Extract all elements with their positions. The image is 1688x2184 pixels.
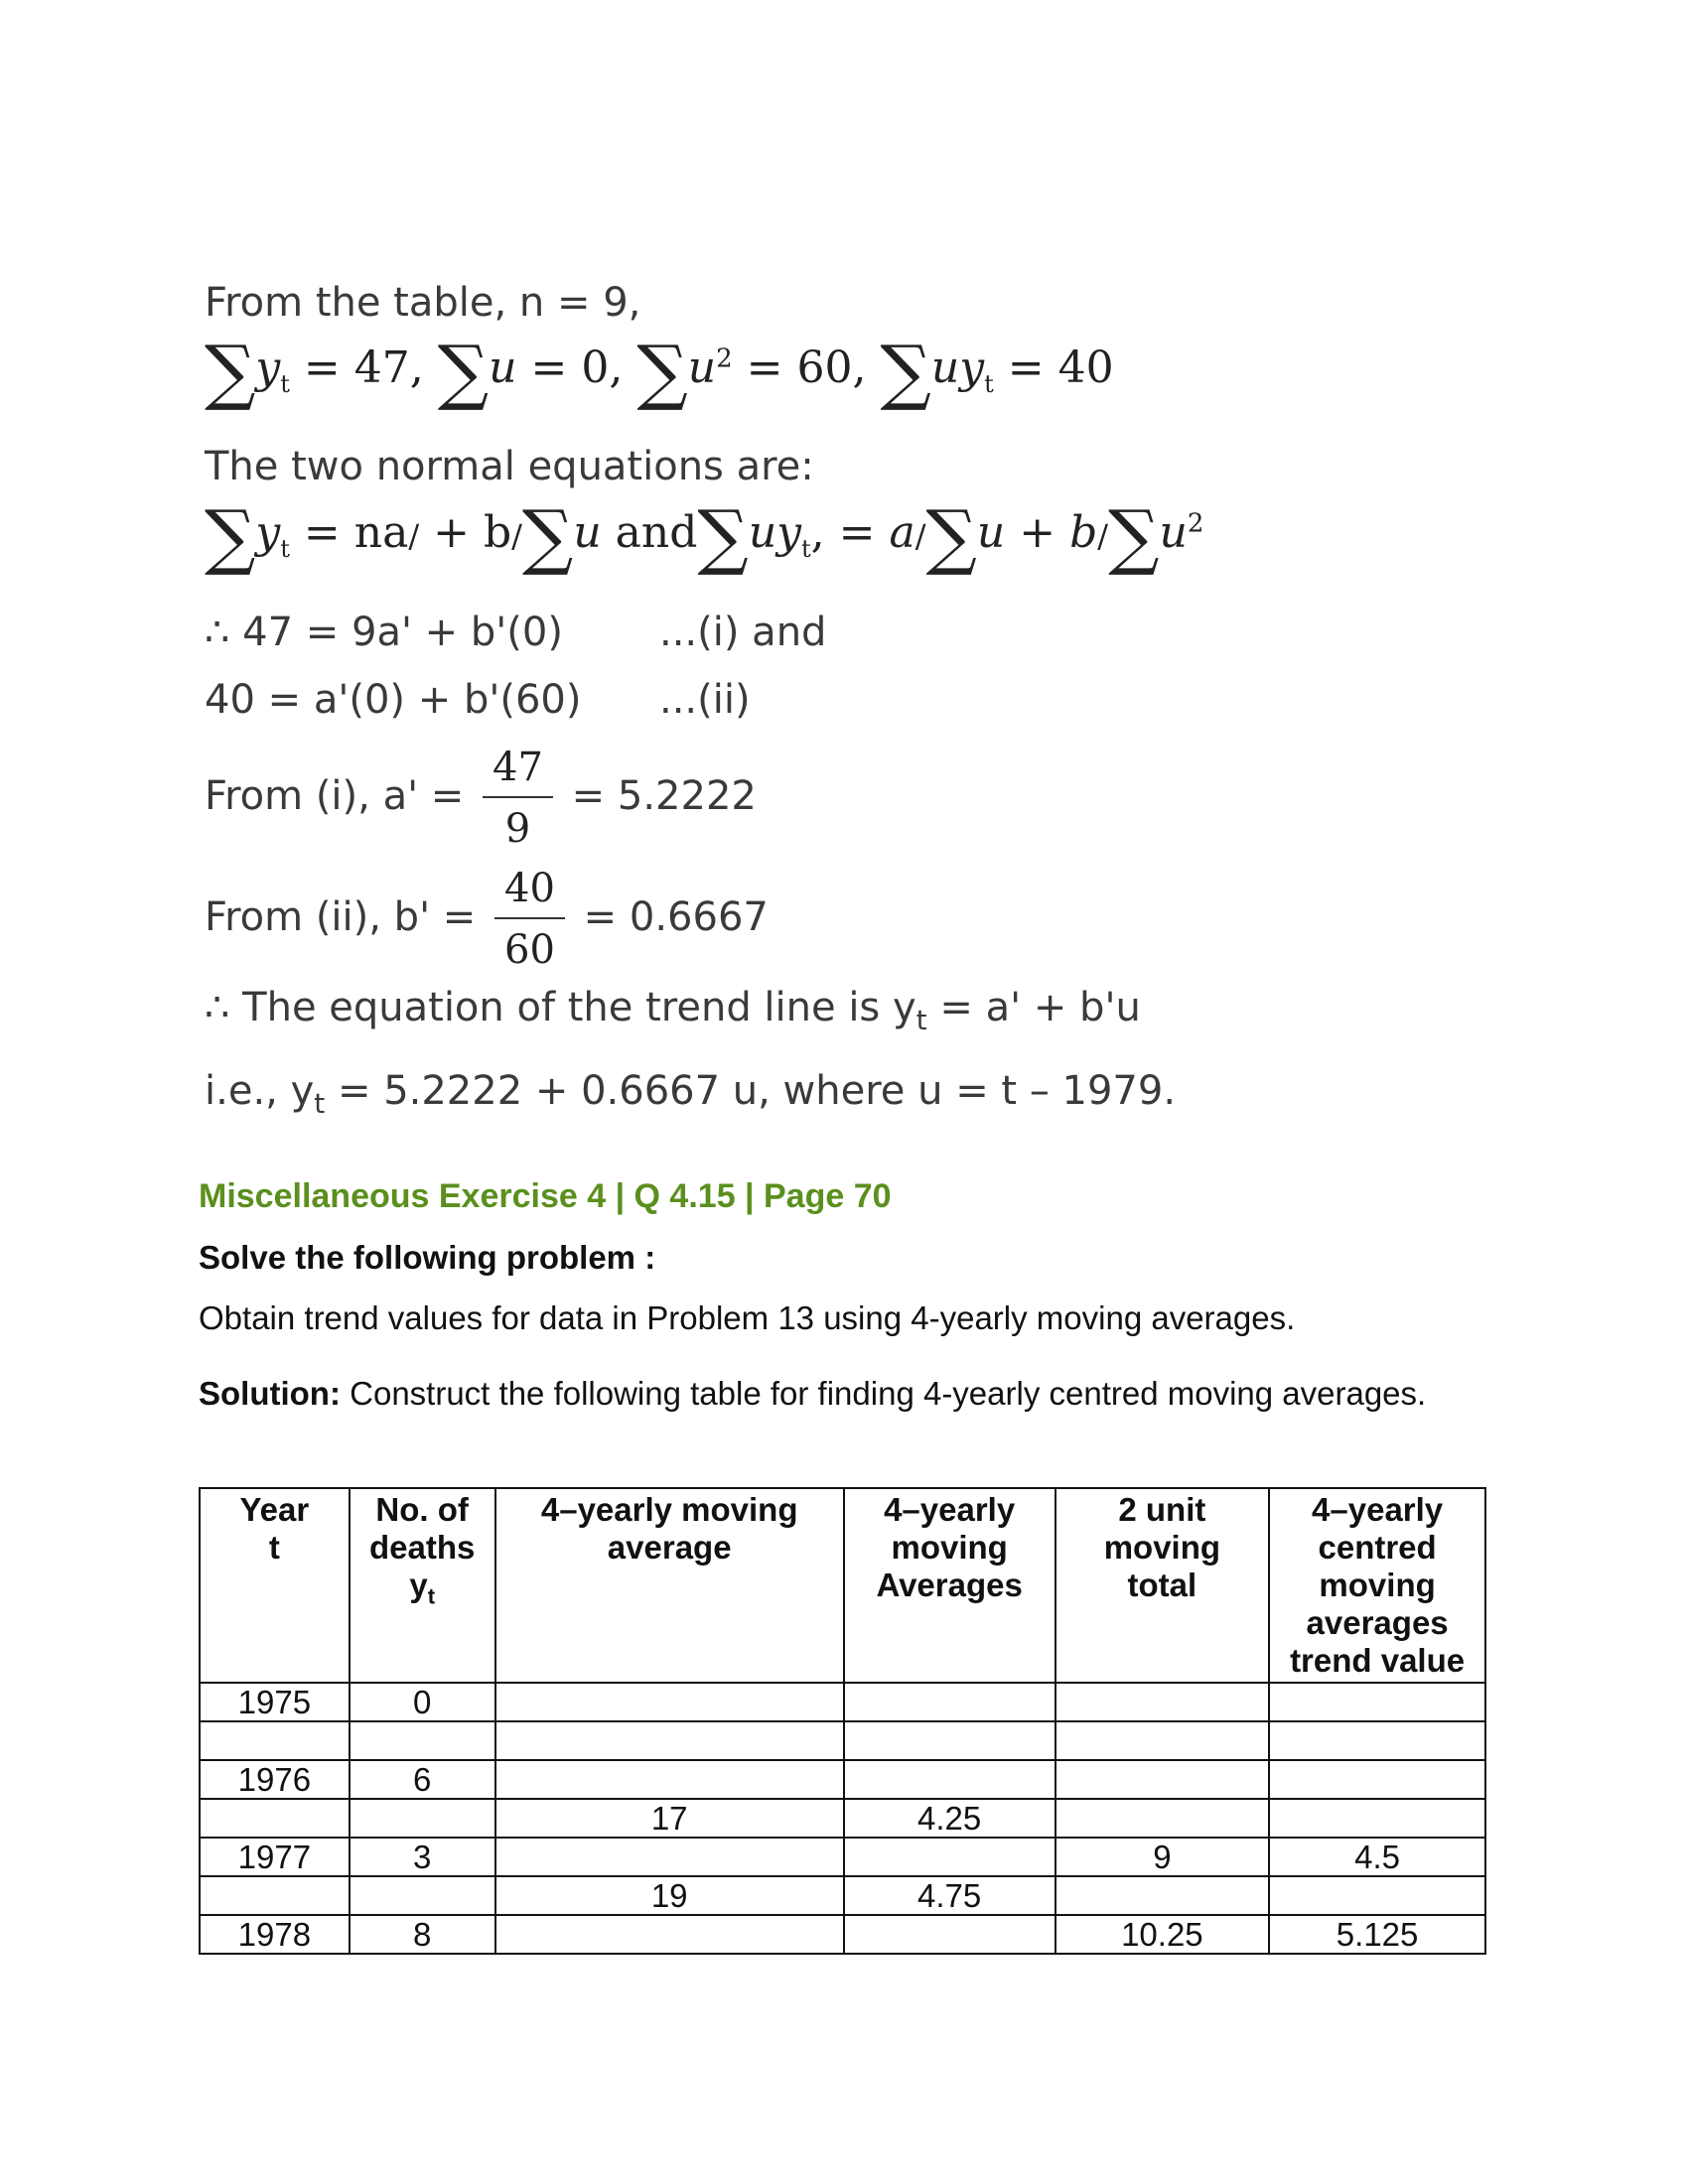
problem-label: Solve the following problem : [199, 1239, 656, 1276]
table-row [200, 1760, 1485, 1799]
a-prefix: From (i), a' = [205, 773, 465, 819]
sum-symbol: ∑ [880, 330, 931, 413]
from-table-line: From the table, n = 9, [205, 280, 641, 326]
ie-rest: = 5.2222 + 0.6667 u, where u = t – 1979. [325, 1068, 1177, 1114]
cell-year: 1978 [200, 1915, 350, 1954]
cell-moving-average [844, 1915, 1055, 1954]
cell-deaths: 3 [350, 1838, 495, 1876]
cell-deaths [350, 1876, 495, 1915]
cell-moving-average: 4.75 [844, 1876, 1055, 1915]
b-value: = 0.6667 [583, 894, 769, 940]
sum-u2-value: = 60, [746, 342, 867, 393]
cell-two-unit-total: 10.25 [1055, 1915, 1270, 1954]
table-row [200, 1915, 1485, 1954]
table-header-row [200, 1488, 1485, 1683]
header-year: Year t [200, 1488, 350, 1683]
problem-text: Obtain trend values for data in Problem 13 using 4-yearly moving averages. [199, 1299, 1296, 1336]
cell-two-unit-total [1055, 1760, 1270, 1799]
cell-trend-value [1269, 1876, 1485, 1915]
normal-equations: $\sum y_t = na/ + b/\sum u$ $and\sum uy_t$, = $a/\sum u + b/\sum u^2$ [205, 494, 1204, 578]
cell-deaths: 0 [350, 1683, 495, 1721]
cell-deaths: 8 [350, 1915, 495, 1954]
cell-moving-total [495, 1683, 844, 1721]
equation-i-tag: ...(i) and [659, 610, 827, 655]
header-deaths: No. of deaths $y_t$ [350, 1488, 495, 1683]
equation-i: ∴ 47 = 9a' + b'(0) [205, 610, 563, 655]
b-prime-calc [205, 866, 769, 973]
cell-moving-total [495, 1721, 844, 1760]
trend-line-equation: ∴ The equation of the trend line is $y_t = a' + b'u$ [205, 985, 1141, 1036]
table-row [200, 1838, 1485, 1876]
header-2unit-moving-total: 2 unit moving total [1055, 1488, 1270, 1683]
a-value: = 5.2222 [571, 773, 757, 819]
b-numerator: 40 [494, 866, 565, 919]
a-numerator: 47 [483, 745, 553, 798]
cell-two-unit-total: 9 [1055, 1838, 1270, 1876]
a-fraction [483, 745, 553, 852]
header-4yr-moving-averages: 4–yearly moving Averages [844, 1488, 1055, 1683]
trend-line-rest: = a' + b'u [926, 985, 1141, 1030]
solution-line [199, 1375, 1426, 1413]
cell-year [200, 1721, 350, 1760]
b-prefix: From (ii), b' = [205, 894, 477, 940]
cell-year [200, 1876, 350, 1915]
sum-symbol: ∑ [697, 494, 749, 578]
sum-symbol: ∑ [205, 494, 256, 578]
cell-moving-total: 19 [495, 1876, 844, 1915]
equation-ii-tag: ...(ii) [659, 677, 751, 723]
moving-averages-table [199, 1487, 1486, 1955]
cell-two-unit-total [1055, 1683, 1270, 1721]
a-denominator: 9 [504, 806, 531, 852]
cell-moving-average [844, 1838, 1055, 1876]
table-row [200, 1799, 1485, 1838]
cell-year: 1975 [200, 1683, 350, 1721]
cell-two-unit-total [1055, 1876, 1270, 1915]
b-denominator: 60 [504, 927, 555, 973]
header-4yr-moving-average: 4–yearly moving average [495, 1488, 844, 1683]
b-fraction [494, 866, 565, 973]
sum-uyt-value: = 40 [1007, 342, 1114, 393]
cell-deaths: 6 [350, 1760, 495, 1799]
cell-year: 1976 [200, 1760, 350, 1799]
solution-text: Construct the following table for finding 4-yearly centred moving averages. [340, 1375, 1427, 1412]
cell-deaths [350, 1721, 495, 1760]
cell-two-unit-total [1055, 1721, 1270, 1760]
cell-trend-value [1269, 1760, 1485, 1799]
cell-trend-value [1269, 1683, 1485, 1721]
cell-moving-average: 4.25 [844, 1799, 1055, 1838]
sum-symbol: ∑ [1108, 494, 1160, 578]
cell-two-unit-total [1055, 1799, 1270, 1838]
sum-symbol: ∑ [437, 330, 490, 413]
cell-year: 1977 [200, 1838, 350, 1876]
sum-symbol: ∑ [205, 330, 256, 413]
table-row [200, 1683, 1485, 1721]
cell-moving-average [844, 1683, 1055, 1721]
sum-yt-value: = 47, [303, 342, 424, 393]
sums-equation: $\sum y_t = 47$, ∑u = 0, $\sum u^2 = 60$, $\sum uy_t = 40$ [205, 330, 1114, 413]
cell-trend-value [1269, 1799, 1485, 1838]
table-row [200, 1721, 1485, 1760]
cell-deaths [350, 1799, 495, 1838]
trend-line-text: ∴ The equation of the trend line is y [205, 985, 916, 1030]
table-row [200, 1876, 1485, 1915]
cell-moving-average [844, 1760, 1055, 1799]
sum-symbol: ∑ [925, 494, 977, 578]
a-prime-calc [205, 745, 757, 852]
sum-symbol: ∑ [636, 330, 688, 413]
cell-trend-value: 5.125 [1269, 1915, 1485, 1954]
ie-text: i.e., y [205, 1068, 315, 1114]
solution-label: Solution: [199, 1375, 341, 1412]
cell-trend-value [1269, 1721, 1485, 1760]
equation-ii: 40 = a'(0) + b'(60) [205, 677, 582, 723]
sum-u-value: = 0, [530, 342, 624, 393]
cell-moving-average [844, 1721, 1055, 1760]
header-centred-trend-value: 4–yearly centred moving averages trend value [1269, 1488, 1485, 1683]
cell-moving-total: 17 [495, 1799, 844, 1838]
sum-symbol: ∑ [521, 494, 574, 578]
normal-equations-heading: The two normal equations are: [205, 444, 814, 489]
cell-year [200, 1799, 350, 1838]
cell-moving-total [495, 1760, 844, 1799]
cell-moving-total [495, 1838, 844, 1876]
exercise-heading[interactable]: Miscellaneous Exercise 4 | Q 4.15 | Page 70 [199, 1177, 892, 1215]
trend-line-numeric: i.e., $y_t = 5.2222 + 0.6667$ u, where u = t – 1979. [205, 1068, 1177, 1120]
cell-trend-value: 4.5 [1269, 1838, 1485, 1876]
cell-moving-total [495, 1915, 844, 1954]
